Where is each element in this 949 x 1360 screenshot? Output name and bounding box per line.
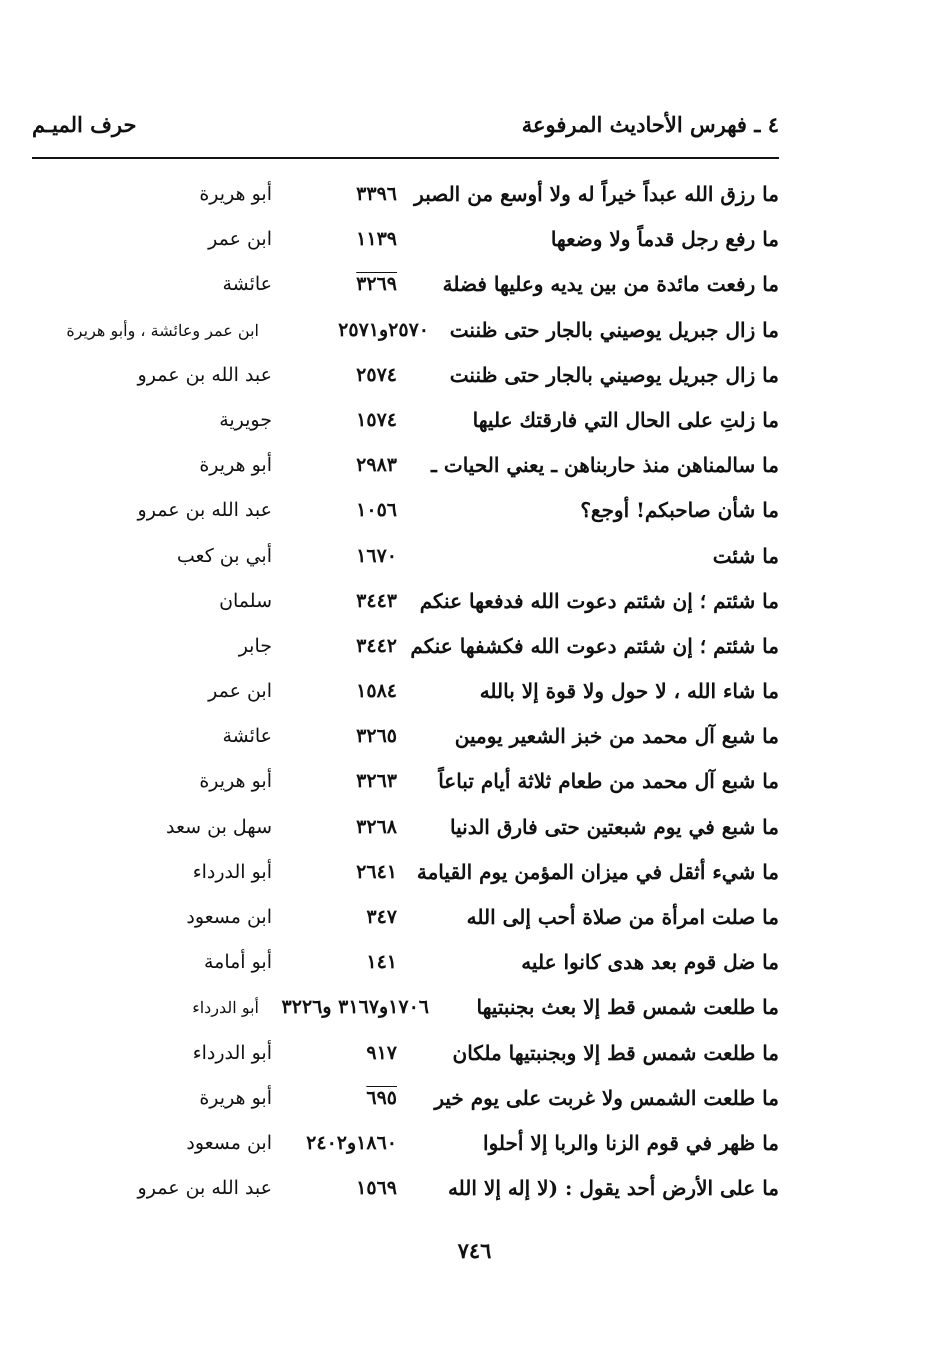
index-entry bbox=[0, 1121, 949, 1166]
narrator: أبو الدرداء bbox=[192, 860, 272, 883]
index-entry bbox=[0, 488, 949, 533]
hadith-number: ٣٤٤٢ bbox=[356, 634, 397, 657]
hadith-text: ما ظهر في قوم الزنا والربا إلا أحلوا bbox=[483, 1130, 779, 1155]
running-header bbox=[32, 112, 779, 152]
hadith-number: ١٥٦٩ bbox=[356, 1177, 397, 1200]
hadith-number: ٣٤٧ bbox=[366, 906, 397, 928]
index-entry bbox=[0, 1166, 949, 1211]
hadith-text: ما شبع آل محمد من طعام ثلاثة أيام تباعاً bbox=[438, 769, 779, 794]
hadith-number: ٣٤٤٣ bbox=[356, 589, 397, 612]
narrator: ابن عمر bbox=[208, 228, 272, 251]
hadith-text: ما رفعت مائدة من بين يديه وعليها فضلة bbox=[442, 272, 779, 297]
page-number: ٧٤٦ bbox=[457, 1238, 492, 1263]
index-entry bbox=[0, 308, 949, 353]
narrator: جويرية bbox=[219, 408, 272, 431]
hadith-number: ٣٢٦٣ bbox=[356, 770, 397, 793]
narrator: عبد الله بن عمرو bbox=[137, 499, 272, 522]
hadith-number: ١٠٥٦ bbox=[356, 499, 397, 522]
index-entry bbox=[0, 217, 949, 262]
hadith-number: ٢٩٨٣ bbox=[356, 454, 397, 477]
hadith-number: ٦٩٥ bbox=[366, 1086, 397, 1109]
narrator: ابن مسعود bbox=[186, 906, 272, 928]
hadith-text: ما زال جبريل يوصيني بالجار حتى ظننت bbox=[449, 362, 779, 387]
hadith-number: ٣٢٦٨ bbox=[356, 815, 397, 838]
index-entry bbox=[0, 759, 949, 804]
index-entry bbox=[0, 353, 949, 398]
hadith-number: ٢٦٤١ bbox=[356, 860, 397, 883]
hadith-number: ٢٥٧٤ bbox=[356, 363, 397, 386]
hadith-text: ما رزق الله عبداً خيراً له ولا أوسع من الصبر bbox=[414, 182, 779, 206]
index-entry bbox=[0, 398, 949, 443]
narrator: أبو أمامة bbox=[203, 951, 272, 974]
hadith-number: ١٥٨٤ bbox=[356, 680, 397, 703]
index-entry bbox=[0, 895, 949, 940]
hadith-number: ٣٢٦٥ bbox=[356, 725, 397, 748]
narrator: ابن عمر وعائشة ، وأبو هريرة bbox=[66, 320, 259, 340]
hadith-text: ما سالمناهن منذ حاربناهن ـ يعني الحيات ـ bbox=[431, 453, 779, 478]
header-divider bbox=[32, 157, 779, 159]
hadith-text: ما رفع رجل قدماً ولا وضعها bbox=[550, 227, 779, 252]
chapter-title: حرف الميـم bbox=[32, 112, 137, 137]
narrator: عائشة bbox=[222, 725, 272, 748]
index-entry bbox=[0, 805, 949, 850]
index-entry bbox=[0, 579, 949, 624]
narrator: سهل بن سعد bbox=[166, 815, 272, 838]
hadith-text: ما شاء الله ، لا حول ولا قوة إلا بالله bbox=[479, 679, 779, 704]
narrator: ابن عمر bbox=[208, 680, 272, 703]
index-entry bbox=[0, 985, 949, 1030]
hadith-number: ٣٢٦٩ bbox=[356, 273, 397, 296]
narrator: أبو هريرة bbox=[199, 770, 272, 793]
hadith-number: ٣٣٩٦ bbox=[356, 183, 397, 205]
hadith-number: ٢٥٧٠و٢٥٧١ bbox=[338, 318, 429, 341]
narrator: أبي بن كعب bbox=[176, 544, 272, 567]
hadith-number: ١٨٦٠و٢٤٠٢ bbox=[306, 1131, 397, 1154]
narrator: أبو الدرداء bbox=[192, 998, 259, 1018]
hadith-number: ١١٣٩ bbox=[356, 228, 397, 251]
narrator: سلمان bbox=[219, 589, 272, 612]
narrator: أبو الدرداء bbox=[192, 1041, 272, 1064]
hadith-number: ١٧٠٦و٣١٦٧ و٣٢٢٦ bbox=[281, 996, 429, 1019]
hadith-text: ما زال جبريل يوصيني بالجار حتى ظننت bbox=[449, 317, 779, 342]
hadith-text: ما طلعت شمس قط إلا بعث بجنبتيها bbox=[476, 995, 779, 1020]
hadith-number: ١٤١ bbox=[366, 951, 397, 974]
narrator: أبو هريرة bbox=[199, 183, 272, 205]
index-entry bbox=[0, 443, 949, 488]
narrator: عبد الله بن عمرو bbox=[137, 1177, 272, 1200]
hadith-index-list bbox=[0, 172, 949, 1211]
index-entry bbox=[0, 534, 949, 579]
index-entry bbox=[0, 1031, 949, 1076]
index-entry bbox=[0, 624, 949, 669]
hadith-text: ما طلعت الشمس ولا غربت على يوم خير bbox=[434, 1085, 779, 1110]
index-entry bbox=[0, 262, 949, 307]
hadith-text: ما زلتِ على الحال التي فارقتك عليها bbox=[472, 407, 779, 432]
narrator: أبو هريرة bbox=[199, 454, 272, 477]
section-title: ٤ ـ فهرس الأحاديث المرفوعة bbox=[521, 112, 779, 137]
hadith-text: ما شيء أثقل في ميزان المؤمن يوم القيامة bbox=[416, 859, 779, 884]
hadith-text: ما شئتم ؛ إن شئتم دعوت الله فكشفها عنكم bbox=[410, 633, 779, 658]
hadith-text: ما على الأرض أحد يقول : (لا إله إلا الله bbox=[447, 1176, 779, 1201]
index-entry bbox=[0, 940, 949, 985]
hadith-text: ما شأن صاحبكم! أوجع؟ bbox=[580, 498, 779, 523]
hadith-text: ما شئتم ؛ إن شئتم دعوت الله فدفعها عنكم bbox=[419, 588, 779, 613]
narrator: جابر bbox=[238, 634, 272, 657]
index-entry bbox=[0, 172, 949, 217]
narrator: عبد الله بن عمرو bbox=[137, 363, 272, 386]
index-entry bbox=[0, 669, 949, 714]
hadith-text: ما شبع في يوم شبعتين حتى فارق الدنيا bbox=[450, 814, 779, 839]
hadith-text: ما شئت bbox=[712, 543, 779, 568]
index-entry bbox=[0, 850, 949, 895]
hadith-text: ما ضل قوم بعد هدى كانوا عليه bbox=[521, 950, 779, 975]
narrator: عائشة bbox=[222, 273, 272, 296]
narrator: ابن مسعود bbox=[186, 1131, 272, 1154]
index-entry bbox=[0, 714, 949, 759]
hadith-number: ١٦٧٠ bbox=[356, 544, 397, 567]
hadith-text: ما طلعت شمس قط إلا وبجنبتيها ملكان bbox=[452, 1040, 779, 1065]
hadith-number: ١٥٧٤ bbox=[356, 408, 397, 431]
narrator: أبو هريرة bbox=[199, 1086, 272, 1109]
hadith-text: ما شبع آل محمد من خبز الشعير يومين bbox=[454, 724, 779, 749]
hadith-number: ٩١٧ bbox=[366, 1041, 397, 1064]
hadith-text: ما صلت امرأة من صلاة أحب إلى الله bbox=[466, 905, 779, 929]
index-entry bbox=[0, 1076, 949, 1121]
